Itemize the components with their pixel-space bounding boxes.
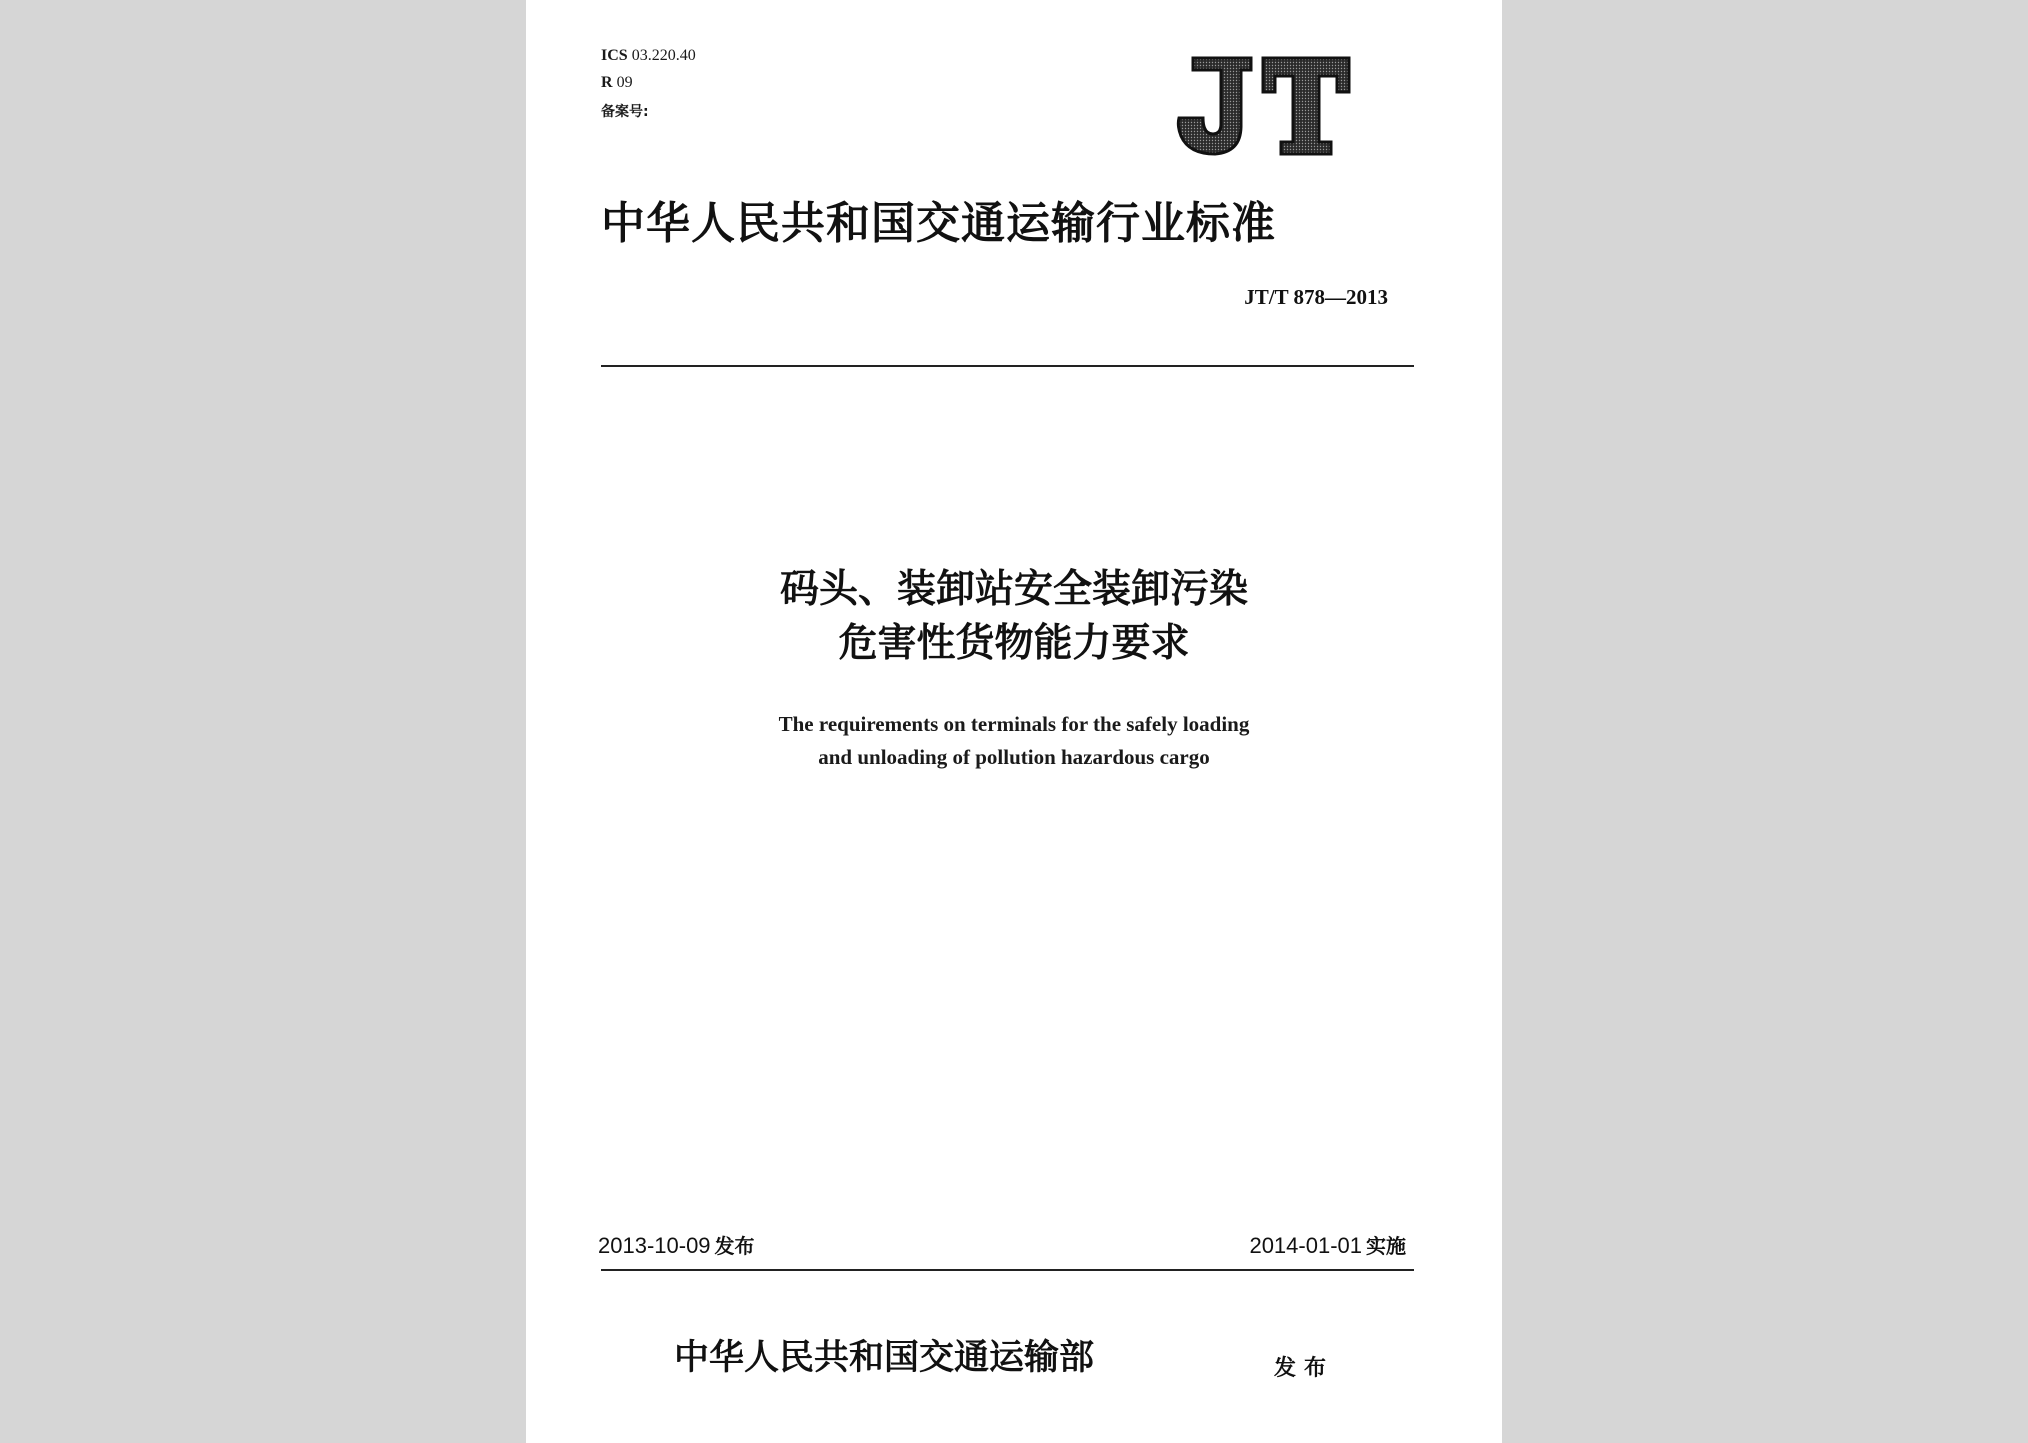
bottom-divider xyxy=(601,1269,1414,1271)
ics-code xyxy=(601,47,696,65)
english-title-line-1: The requirements on terminals for the safely loading xyxy=(778,712,1250,736)
implementation-date-label: 实施 xyxy=(1366,1234,1406,1258)
document-title-line-1: 码头、装卸站安全装卸污染 xyxy=(779,567,1248,612)
standard-cover-page xyxy=(526,0,1502,1443)
ics-label: ICS xyxy=(601,47,628,64)
record-label: 备案号: xyxy=(601,104,649,120)
standard-code: JT/T 878—2013 xyxy=(1244,285,1388,309)
issue-date-value: 2013-10-09 xyxy=(598,1233,711,1258)
issue-date-label: 发布 xyxy=(714,1234,755,1258)
classification-code xyxy=(601,74,633,92)
ics-value: 03.220.40 xyxy=(631,47,696,64)
publisher-action: 发布 xyxy=(1274,1356,1335,1381)
issue-date xyxy=(598,1233,755,1259)
publisher-name: 中华人民共和国交通运输部 xyxy=(674,1337,1095,1378)
classification-label: R xyxy=(601,74,613,91)
english-title-line-2: and unloading of pollution hazardous cargo xyxy=(818,745,1210,769)
classification-value: 09 xyxy=(616,74,633,91)
implementation-date-value: 2014-01-01 xyxy=(1249,1233,1362,1258)
standard-body-title: 中华人民共和国交通运输行业标准 xyxy=(601,198,1276,249)
top-divider xyxy=(601,365,1414,367)
record-number xyxy=(601,103,649,121)
implementation-date xyxy=(1249,1233,1406,1259)
document-title-line-2: 危害性货物能力要求 xyxy=(838,621,1190,666)
jt-logo xyxy=(1163,52,1353,162)
